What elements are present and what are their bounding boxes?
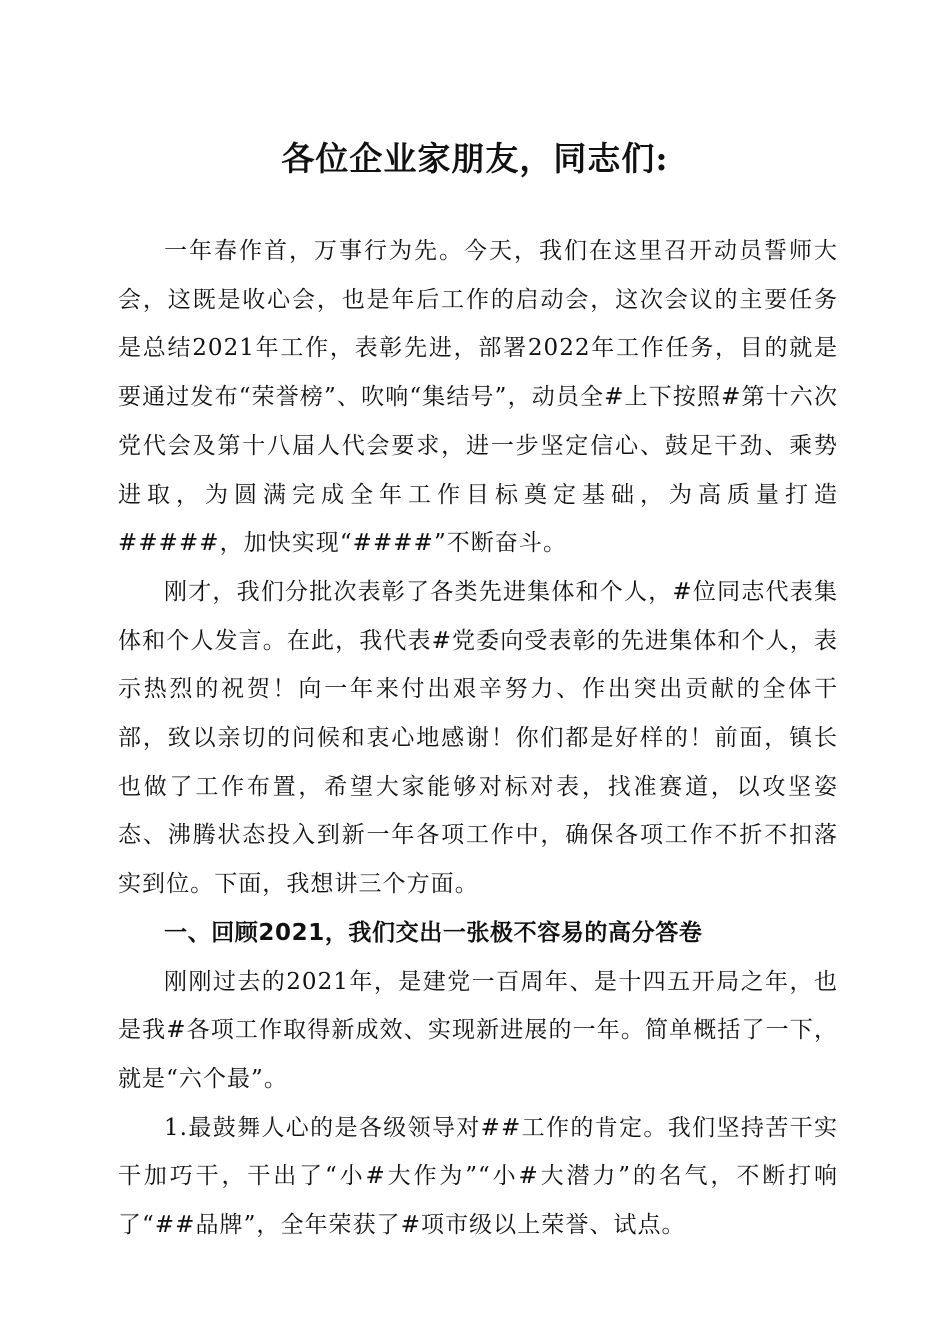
paragraph-commendation: 刚才，我们分批次表彰了各类先进集体和个人，#位同志代表集体和个人发言。在此，我代表#党委向受表彰的先进集体和个人，表示热烈的祝贺！向一年来付出艰辛努力、作出突出贡献的全体干部，致以亲切的问候和衷心地感谢！你们都是好样的！前面，镇长也做了工作布置，希望大家能够对标对表，找准赛道，以攻坚姿态、沸腾状态投入到新一年各项工作中，确保各项工作不折不扣落实到位。下面，我想讲三个方面。 xyxy=(118,578,838,898)
section-heading: 一、回顾2021，我们交出一张极不容易的高分答卷 xyxy=(164,919,703,946)
paragraph-opening: 一年春作首，万事行为先。今天，我们在这里召开动员誓师大会，这既是收心会，也是年后工作的启动会，这次会议的主要任务是总结2021年工作，表彰先进，部署2022年工作任务，目的就是要通过发布“荣誉榜”、吹响“集结号”，动员全#上下按照#第十六次党代会及第十八届人代会要求，进一步坚定信心、鼓足干劲、乘势进取，为圆满完成全年工作目标奠定基础，为高质量打造#####，加快实现“####”不断奋斗。 xyxy=(118,238,838,557)
paragraph-point-1: 1.最鼓舞人心的是各级领导对##工作的肯定。我们坚持苦干实干加巧干，干出了“小#大作为”“小#大潜力”的名气，不断打响了“##品牌”，全年荣获了#项市级以上荣誉、试点。 xyxy=(118,1114,838,1239)
document-title: 各位企业家朋友，同志们: xyxy=(281,139,669,178)
document-body xyxy=(118,227,838,1250)
paragraph-review: 刚刚过去的2021年，是建党一百周年、是十四五开局之年，也是我#各项工作取得新成效、实现新进展的一年。简单概括了一下，就是“六个最”。 xyxy=(118,968,838,1092)
